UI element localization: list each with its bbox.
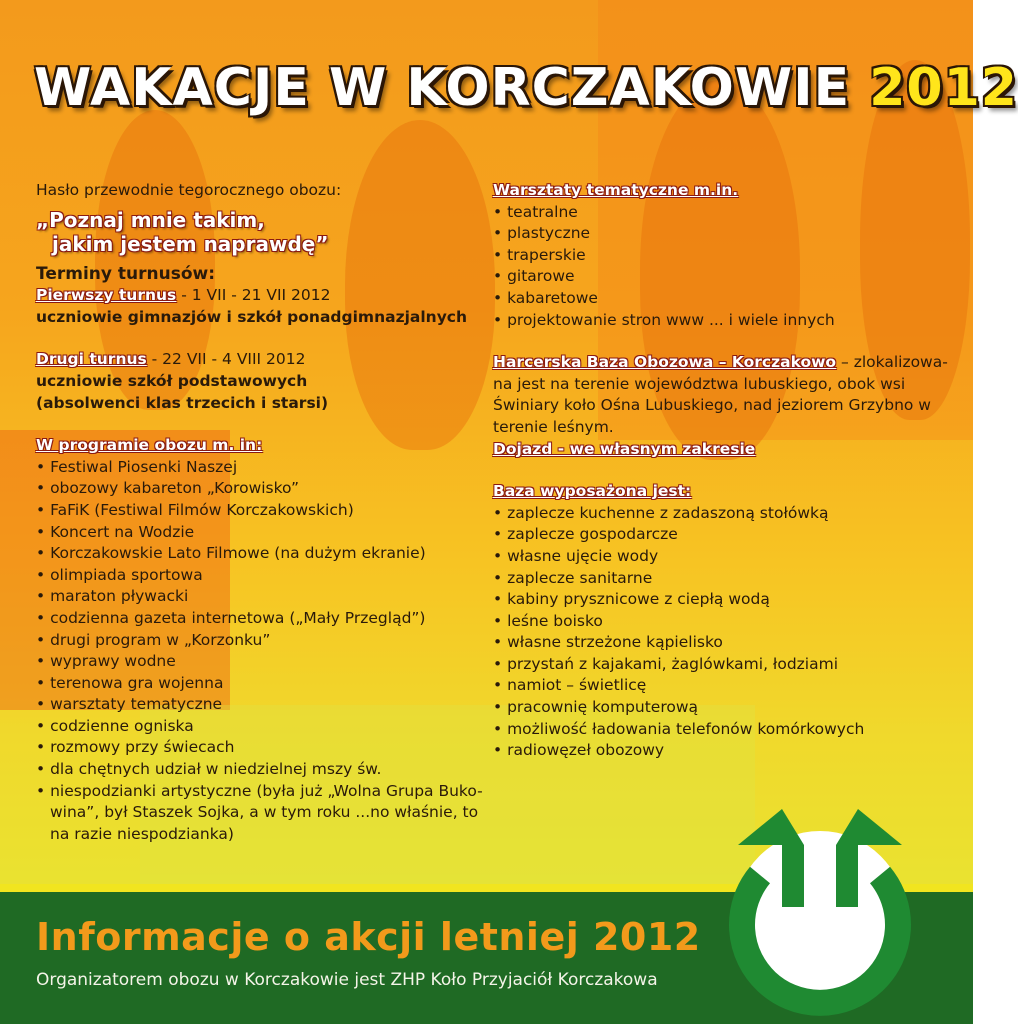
list-item: • zaplecze gospodarcze (493, 524, 953, 546)
list-item: • radiowęzeł obozowy (493, 740, 953, 762)
list-item: • możliwość ładowania telefonów komórkowych (493, 719, 953, 741)
list-item: • niespodzianki artystyczne (była już „Wolna Grupa Buko-wina”, był Staszek Sojka, a w tym roku ...no właśnie, to na razie niespodzianka) (36, 781, 490, 846)
program-list (36, 457, 486, 846)
list-item: • wyprawy wodne (36, 651, 486, 673)
base-text: – zlokalizowa-na jest na terenie województwa lubuskiego, obok wsi Świniary koło Ośna Lubuskiego, nad jeziorem Grzybno w terenie leśnym. (493, 353, 948, 436)
access-info: Dojazd - we własnym zakresie (493, 439, 756, 458)
list-item: • plastyczne (493, 223, 953, 245)
list-item: • przystań z kajakami, żaglówkami, łodziami (493, 654, 953, 676)
list-item: • Koncert na Wodzie (36, 522, 486, 544)
list-item: • traperskie (493, 245, 953, 267)
list-item: • Korczakowskie Lato Filmowe (na dużym ekranie) (36, 543, 486, 565)
list-item: • namiot – świetlicę (493, 675, 953, 697)
list-item: • zaplecze kuchenne z zadaszoną stołówką (493, 503, 953, 525)
turn-2-audience-2: (absolwenci klas trzecich i starsi) (36, 393, 329, 412)
turn-2-audience-1: uczniowie szkół podstawowych (36, 371, 308, 390)
turns-heading: Terminy turnusów: (36, 263, 216, 284)
turn-1-label: Pierwszy turnus (36, 286, 177, 305)
list-item: • obozowy kabareton „Korowisko” (36, 478, 486, 500)
footer-title: Informacje o akcji letniej 2012 (36, 915, 701, 959)
list-item: • kabiny prysznicowe z ciepłą wodą (493, 589, 953, 611)
motto-line-1: „Poznaj mnie takim, (36, 207, 265, 232)
equipment-list (493, 503, 953, 762)
right-column (493, 180, 953, 762)
turn-2-label: Drugi turnus (36, 350, 147, 369)
list-item: • maraton pływacki (36, 586, 486, 608)
turn-1-audience: uczniowie gimnazjów i szkół ponadgimnazjalnych (36, 307, 468, 326)
list-item: • terenowa gra wojenna (36, 673, 486, 695)
list-item: • teatralne (493, 202, 953, 224)
turn-2 (36, 349, 486, 371)
list-item: • FaFiK (Festiwal Filmów Korczakowskich) (36, 500, 486, 522)
motto (36, 208, 486, 256)
turn-1 (36, 285, 486, 307)
workshops-list (493, 202, 953, 332)
list-item: • drugi program w „Korzonku” (36, 630, 486, 652)
program-heading: W programie obozu m. in: (36, 436, 263, 455)
footer-subtitle: Organizatorem obozu w Korczakowie jest ZHP Koło Przyjaciół Korczakowa (36, 970, 658, 990)
list-item: • własne strzeżone kąpielisko (493, 632, 953, 654)
turn-2-dates: - 22 VII - 4 VIII 2012 (146, 350, 306, 369)
equipment-heading: Baza wyposażona jest: (493, 482, 692, 501)
korczakowo-logo-icon (720, 805, 920, 1010)
motto-intro: Hasło przewodnie tegorocznego obozu: (36, 181, 342, 199)
base-description (493, 352, 953, 438)
turn-1-dates: - 1 VII - 21 VII 2012 (176, 286, 331, 305)
title-year: 2012 (869, 58, 1018, 118)
list-item: • dla chętnych udział w niedzielnej mszy św. (36, 759, 486, 781)
list-item: • rozmowy przy świecach (36, 737, 486, 759)
list-item: • codzienna gazeta internetowa („Mały Przegląd”) (36, 608, 486, 630)
workshops-heading: Warsztaty tematyczne m.in. (493, 181, 739, 199)
list-item: • Festiwal Piosenki Naszej (36, 457, 486, 479)
list-item: • projektowanie stron www ... i wiele innych (493, 310, 953, 332)
list-item: • olimpiada sportowa (36, 565, 486, 587)
base-label: Harcerska Baza Obozowa – Korczakowo (493, 353, 837, 372)
list-item: • zaplecze sanitarne (493, 568, 953, 590)
list-item: • pracownię komputerową (493, 697, 953, 719)
list-item: • własne ujęcie wody (493, 546, 953, 568)
list-item: • kabaretowe (493, 288, 953, 310)
list-item: • leśne boisko (493, 611, 953, 633)
page-title: WAKACJE W KORCZAKOWIE 2012 (34, 58, 1018, 118)
list-item: • gitarowe (493, 266, 953, 288)
list-item: • codzienne ogniska (36, 716, 486, 738)
left-column (36, 180, 486, 845)
list-item: • warsztaty tematyczne (36, 694, 486, 716)
motto-line-2: jakim jestem naprawdę” (52, 231, 329, 256)
